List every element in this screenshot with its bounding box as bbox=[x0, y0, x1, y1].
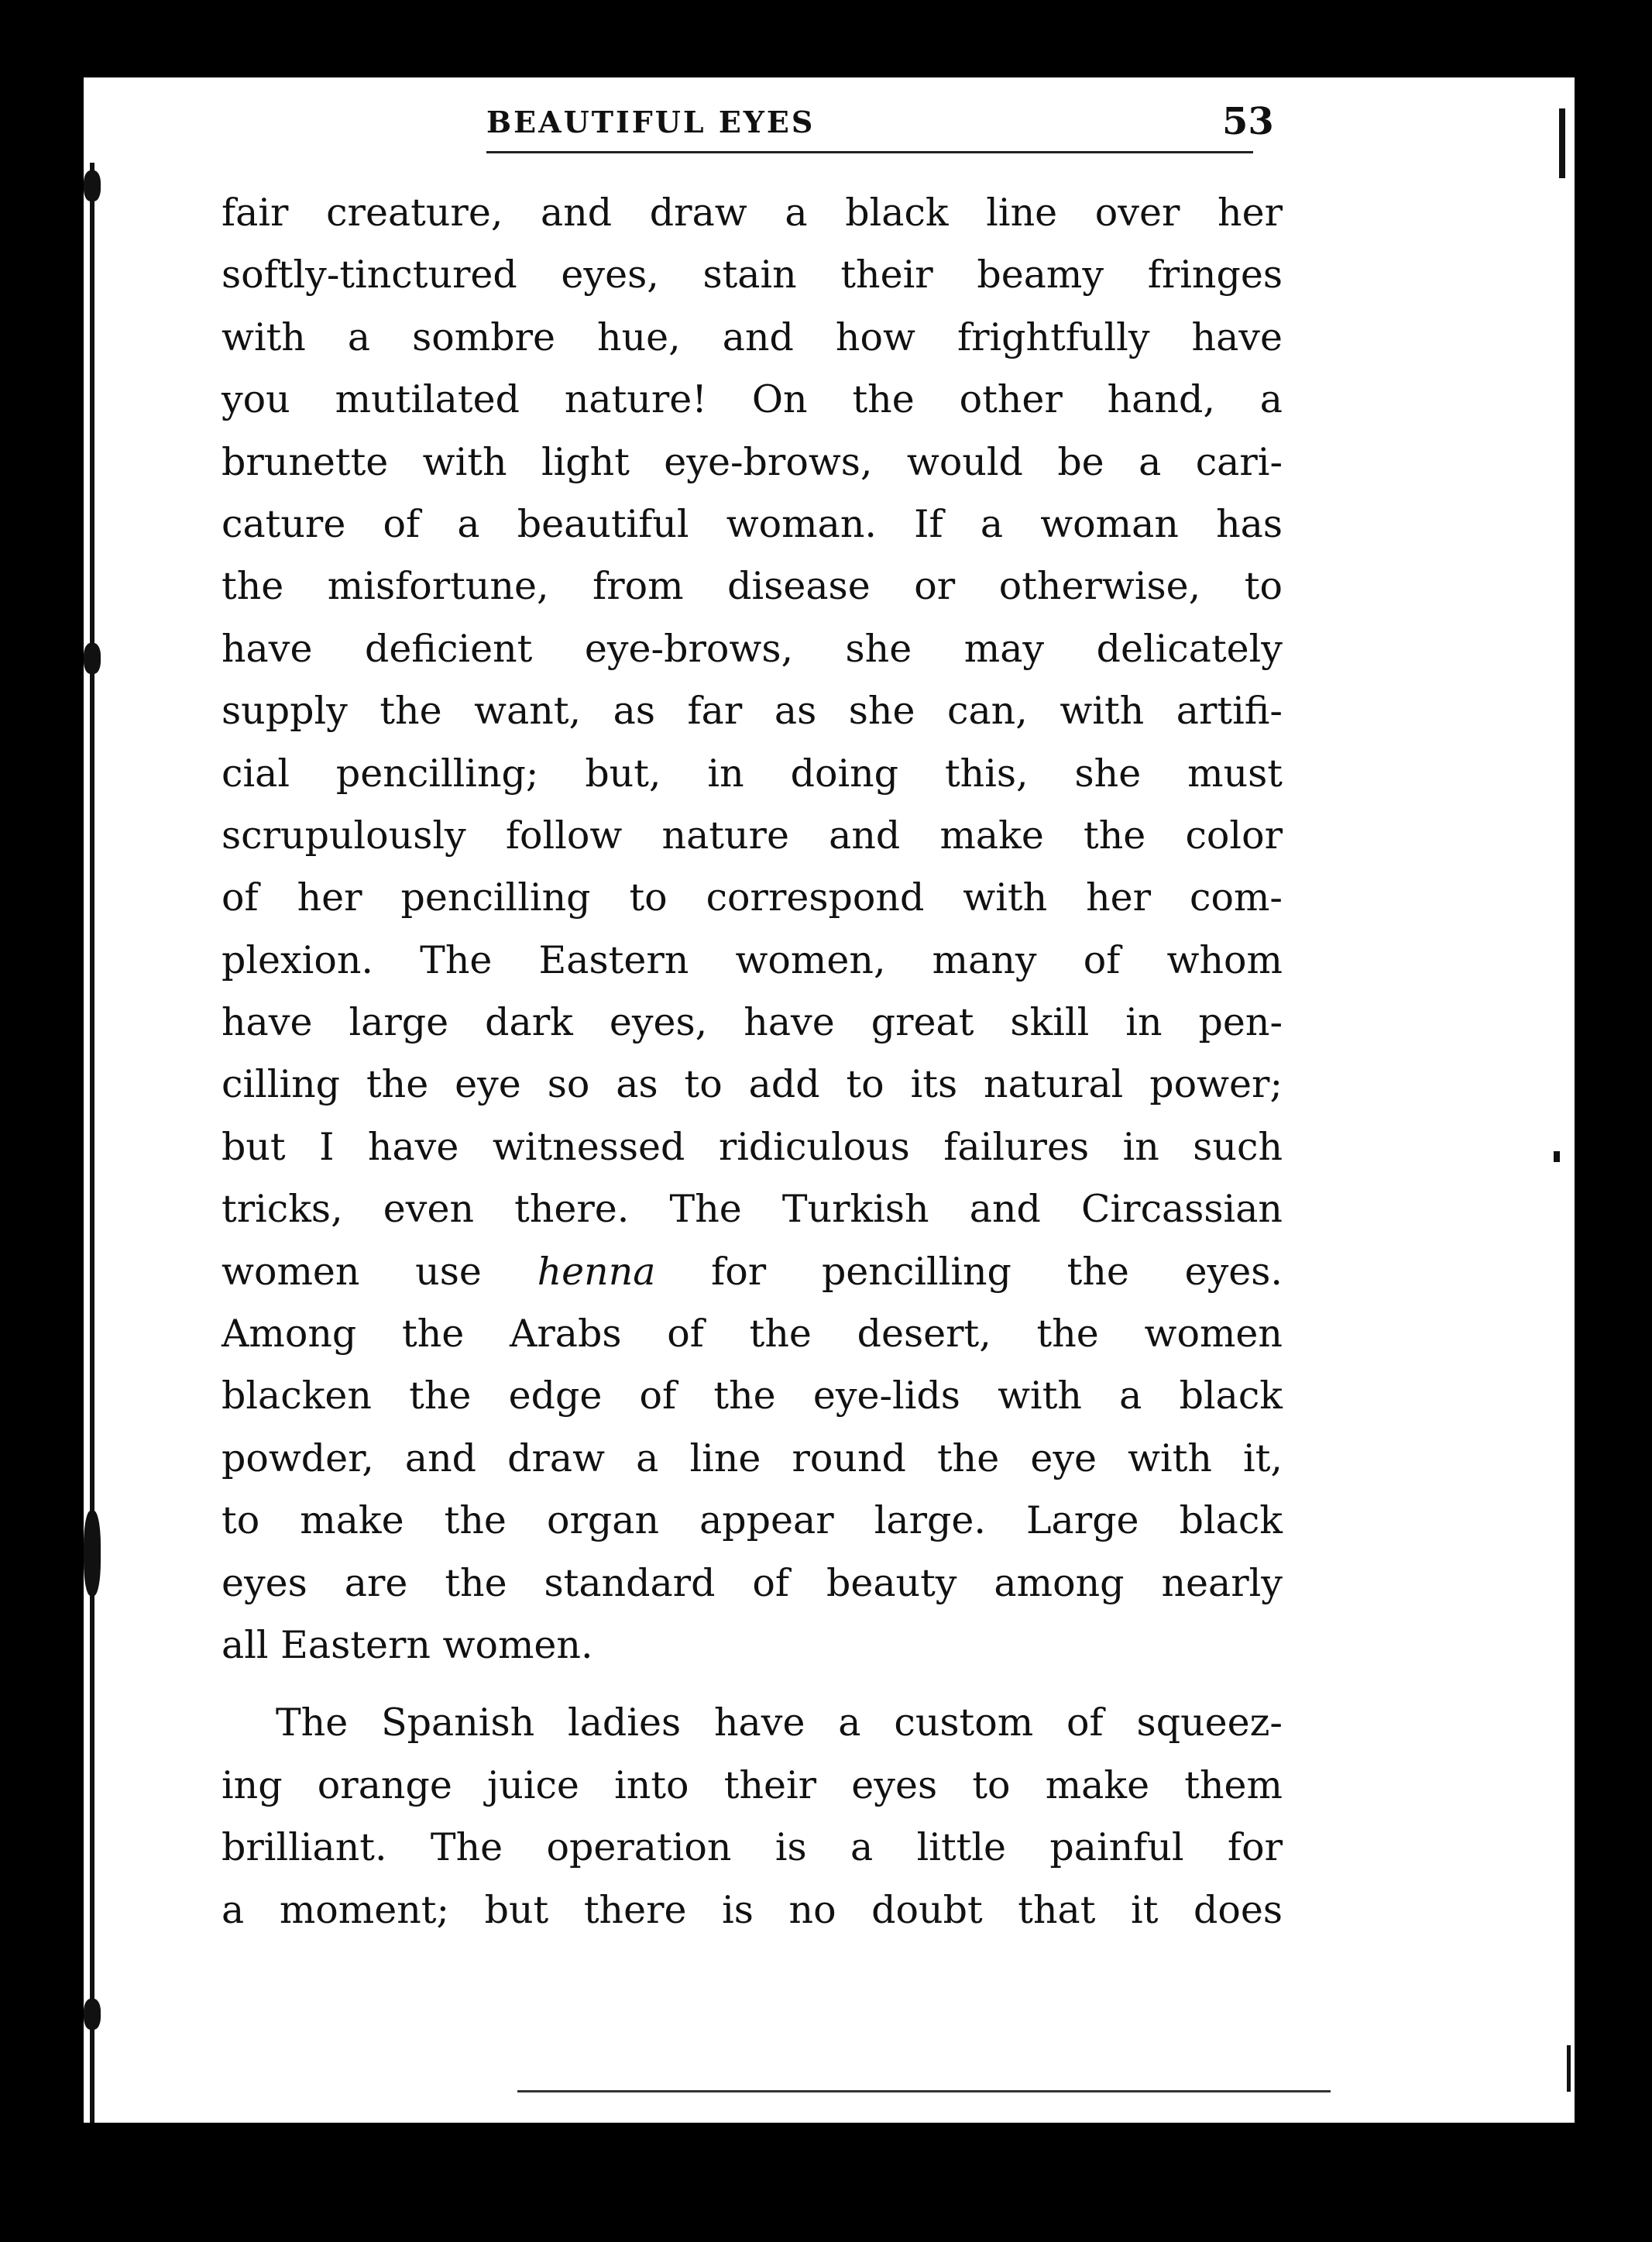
text-line: brunette with light eye-brows, would be a cari- bbox=[222, 439, 1283, 484]
text-line: scrupulously follow nature and make the color bbox=[222, 813, 1283, 858]
text-line: powder, and draw a line round the eye with it, bbox=[222, 1436, 1283, 1480]
text-line: brilliant. The operation is a little painful for bbox=[222, 1825, 1283, 1870]
text-line: supply the want, as far as she can, with artifi- bbox=[222, 689, 1283, 734]
text-line: The Spanish ladies have a custom of squeez- bbox=[276, 1700, 1283, 1745]
text-line: Among the Arabs of the desert, the women bbox=[222, 1312, 1283, 1357]
text-line: have large dark eyes, have great skill in pen- bbox=[222, 1000, 1283, 1045]
text-line-with-italic bbox=[222, 1241, 1283, 1303]
text-line: cilling the eye so as to add to its natural power; bbox=[222, 1062, 1283, 1107]
text-line: cial pencilling; but, in doing this, she must bbox=[222, 751, 1283, 796]
page-header bbox=[84, 100, 1575, 151]
text-line: to make the organ appear large. Large black bbox=[222, 1498, 1283, 1543]
text-line: ing orange juice into their eyes to make them bbox=[222, 1762, 1283, 1807]
text-line: of her pencilling to correspond with her com- bbox=[222, 875, 1283, 920]
text-line: softly-tinctured eyes, stain their beamy fringes bbox=[222, 253, 1283, 297]
binding-mark bbox=[84, 643, 101, 674]
text-line: fair creature, and draw a black line over her bbox=[222, 191, 1283, 235]
header-rule bbox=[486, 151, 1253, 153]
text-line: have deficient eye-brows, she may delicately bbox=[222, 626, 1283, 671]
body-text bbox=[222, 182, 1283, 1941]
text-line: plexion. The Eastern women, many of whom bbox=[222, 937, 1283, 982]
text-line: cature of a beautiful woman. If a woman has bbox=[222, 501, 1283, 546]
text-line: the misfortune, from disease or otherwise, to bbox=[222, 564, 1283, 609]
binding-mark bbox=[84, 170, 101, 201]
text-line: but I have witnessed ridiculous failures in such bbox=[222, 1124, 1283, 1169]
book-page bbox=[84, 77, 1575, 2123]
text-line: eyes are the standard of beauty among nearly bbox=[222, 1560, 1283, 1605]
text-segment: for pencilling the eyes. bbox=[655, 1249, 1283, 1294]
text-line: tricks, even there. The Turkish and Circassian bbox=[222, 1187, 1283, 1232]
running-title: BEAUTIFUL EYES bbox=[486, 105, 816, 139]
footer-rule bbox=[517, 2090, 1331, 2092]
text-line: blacken the edge of the eye-lids with a black bbox=[222, 1374, 1283, 1418]
page-number: 53 bbox=[1222, 100, 1274, 143]
scan-artifact bbox=[1567, 2045, 1571, 2092]
text-line: with a sombre hue, and how frightfully have bbox=[222, 315, 1283, 359]
binding-mark bbox=[84, 1999, 101, 2030]
text-line: you mutilated nature! On the other hand, a bbox=[222, 377, 1283, 422]
paragraph-gap bbox=[222, 1676, 1283, 1692]
binding-edge-rule bbox=[90, 163, 94, 2123]
binding-mark bbox=[84, 1511, 101, 1596]
italic-word: henna bbox=[537, 1249, 656, 1294]
text-line: all Eastern women. bbox=[222, 1622, 593, 1667]
scan-artifact bbox=[1554, 1151, 1560, 1162]
text-segment: women use bbox=[222, 1249, 538, 1294]
text-line: a moment; but there is no doubt that it does bbox=[222, 1887, 1283, 1932]
